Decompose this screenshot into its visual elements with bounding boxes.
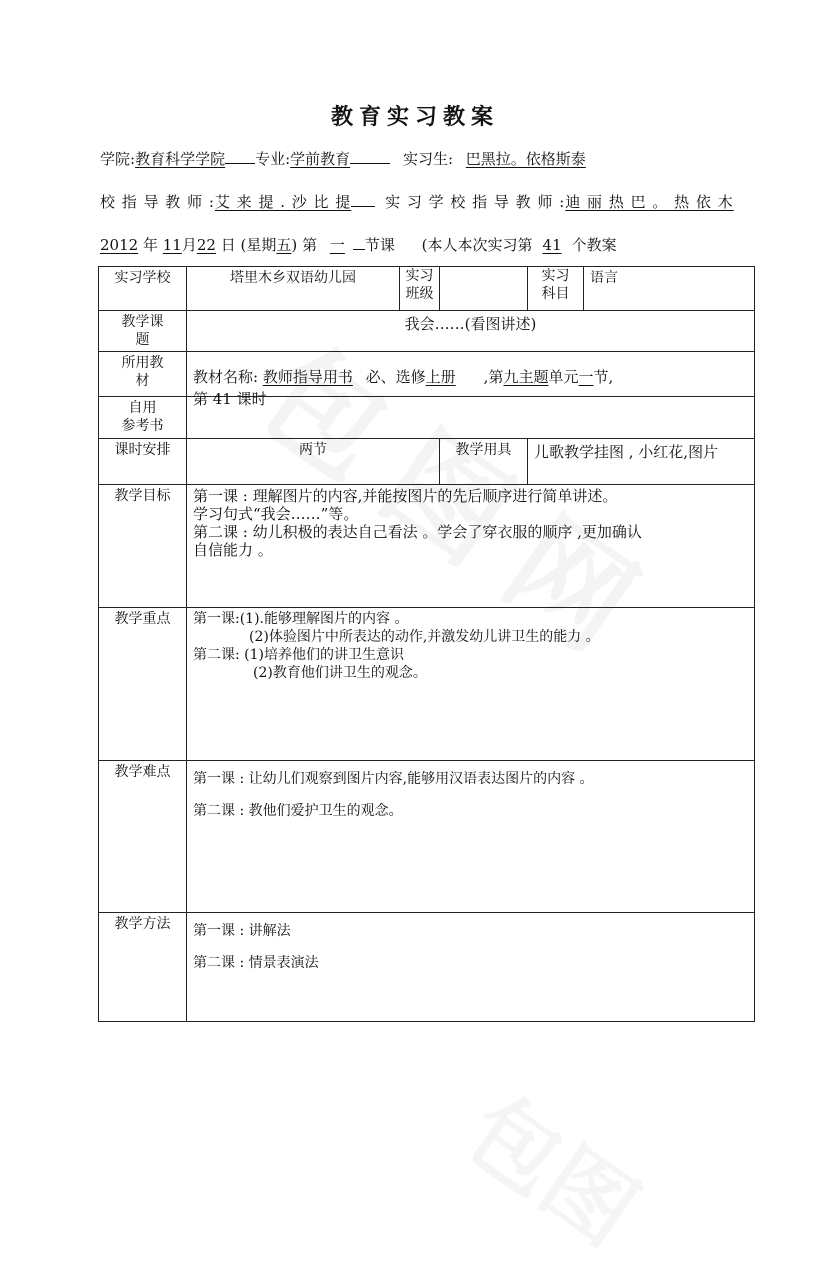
header-line-1	[100, 148, 586, 169]
textbook-line2: 第 41 课时	[193, 390, 267, 408]
blank	[225, 148, 255, 164]
topic-value: 我会……(看图讲述)	[187, 311, 755, 352]
table-row	[99, 761, 755, 913]
class-label-1: 实习	[405, 268, 434, 284]
textbook-theme: 九主题	[503, 368, 549, 386]
watermark-bottom	[445, 1060, 667, 1270]
schedule-value: 两节	[187, 439, 440, 485]
lesson-plan-table	[98, 266, 755, 1022]
class-value	[440, 267, 528, 311]
methods-line: 第二课 : 情景表演法	[193, 955, 319, 971]
schedule-label: 课时安排	[99, 439, 187, 485]
count-suffix: 个教案	[571, 236, 617, 254]
topic-label-1: 教学课	[121, 314, 164, 330]
topic-label	[99, 311, 187, 352]
school-label: 实习学校	[99, 267, 187, 311]
reference-label-2: 参考书	[121, 418, 164, 434]
weekday-open: (星期	[240, 236, 277, 254]
textbook-label-2: 材	[135, 373, 150, 389]
keypoints-line: (2)教育他们讲卫生的观念。	[253, 665, 427, 681]
month-suffix: 月	[181, 236, 197, 254]
reference-label-1: 自用	[128, 400, 157, 416]
day: 22	[196, 236, 216, 254]
table-row	[99, 311, 755, 352]
objectives-line: 学习句式“我会……”等。	[193, 505, 359, 523]
textbook-mid: 必、选修	[365, 368, 426, 386]
school-supervisor-label: 校 指 导 教 师 :	[100, 193, 215, 211]
textbook-prefix: 教材名称:	[193, 368, 259, 386]
textbook-unit-end: 节,	[593, 368, 614, 386]
intern-value: 巴黑拉。依格斯泰	[465, 150, 586, 168]
textbook-value	[187, 352, 755, 408]
tools-label: 教学用具	[440, 439, 528, 485]
school-supervisor-value: 艾 来 提 . 沙 比 提	[214, 193, 352, 211]
weekday-close: )	[291, 236, 298, 254]
intern-label: 实习生:	[402, 150, 453, 168]
day-suffix: 日	[220, 236, 236, 254]
difficulties-value	[187, 761, 755, 913]
table-row	[99, 608, 755, 761]
subject-label-2: 科目	[541, 286, 570, 302]
objectives-line: 第二课 : 幼儿积极的表达自己看法 。学会了穿衣服的顺序 ,更加确认	[193, 523, 642, 541]
weekday: 五	[276, 236, 292, 254]
school-value: 塔里木乡双语幼儿园	[187, 267, 400, 311]
keypoints-line: 第一课:(1).能够理解图片的内容 。	[193, 611, 409, 627]
textbook-volume: 上册	[425, 368, 456, 386]
objectives-value	[187, 485, 755, 608]
difficulties-label: 教学难点	[99, 761, 187, 913]
subject-value: 语言	[584, 267, 755, 311]
year-suffix: 年	[142, 236, 158, 254]
table-row	[99, 267, 755, 311]
tools-text: 儿歌教学挂图 , 小红花,图片	[534, 443, 719, 461]
keypoints-label: 教学重点	[99, 608, 187, 761]
objectives-line: 自信能力 。	[193, 541, 273, 559]
keypoints-line: (2)体验图片中所表达的动作,并激发幼儿讲卫生的能力 。	[249, 629, 600, 645]
class-label-2: 班级	[405, 286, 434, 302]
textbook-unit-mid: 单元	[548, 368, 579, 386]
blank	[350, 148, 390, 164]
objectives-label: 教学目标	[99, 485, 187, 608]
table-row	[99, 352, 755, 397]
textbook-label-1: 所用教	[121, 355, 164, 371]
reference-value	[187, 397, 755, 439]
reference-label	[99, 397, 187, 439]
practice-supervisor-label: 实 习 学 校 指 导 教 师 :	[385, 193, 566, 211]
class-label	[400, 267, 440, 311]
textbook-section: 一	[578, 368, 594, 386]
textbook-unit-pre: ,第	[483, 368, 504, 386]
objectives-line: 第一课 : 理解图片的内容,并能按图片的先后顺序进行简单讲述。	[193, 487, 618, 505]
month: 11	[162, 236, 182, 254]
college-value: 教育科学学院	[135, 150, 226, 168]
header-line-2	[100, 191, 734, 212]
methods-line: 第一课 : 讲解法	[193, 923, 291, 939]
period-prefix: 第	[302, 236, 318, 254]
count: 41	[542, 236, 562, 254]
difficulties-line: 第二课 : 教他们爱护卫生的观念。	[193, 803, 403, 819]
methods-value	[187, 913, 755, 1022]
college-label: 学院:	[100, 150, 136, 168]
textbook-label	[99, 352, 187, 397]
header-line-3	[100, 234, 617, 255]
major-value: 学前教育	[290, 150, 351, 168]
tools-value	[528, 439, 755, 485]
blank	[353, 234, 365, 250]
textbook-name: 教师指导用书	[262, 368, 353, 386]
table-row	[99, 439, 755, 485]
year: 2012	[100, 236, 139, 254]
page-title: 教育实习教案	[330, 105, 499, 130]
keypoints-line: 第二课: (1)培养他们的讲卫生意识	[193, 647, 404, 663]
table-row	[99, 485, 755, 608]
count-prefix: (本人本次实习第	[421, 236, 533, 254]
period-suffix: 节课	[364, 236, 395, 254]
subject-label-1: 实习	[541, 268, 570, 284]
keypoints-value	[187, 608, 755, 761]
table-row	[99, 913, 755, 1022]
subject-label	[528, 267, 584, 311]
period: 一	[329, 236, 345, 254]
methods-label: 教学方法	[99, 913, 187, 1022]
practice-supervisor-value: 迪 丽 热 巴 。 热 依 木	[565, 193, 734, 211]
difficulties-line: 第一课 : 让幼儿们观察到图片内容,能够用汉语表达图片的内容 。	[193, 771, 594, 787]
topic-label-2: 题	[135, 332, 150, 348]
major-label: 专业:	[255, 150, 291, 168]
blank	[351, 191, 375, 207]
